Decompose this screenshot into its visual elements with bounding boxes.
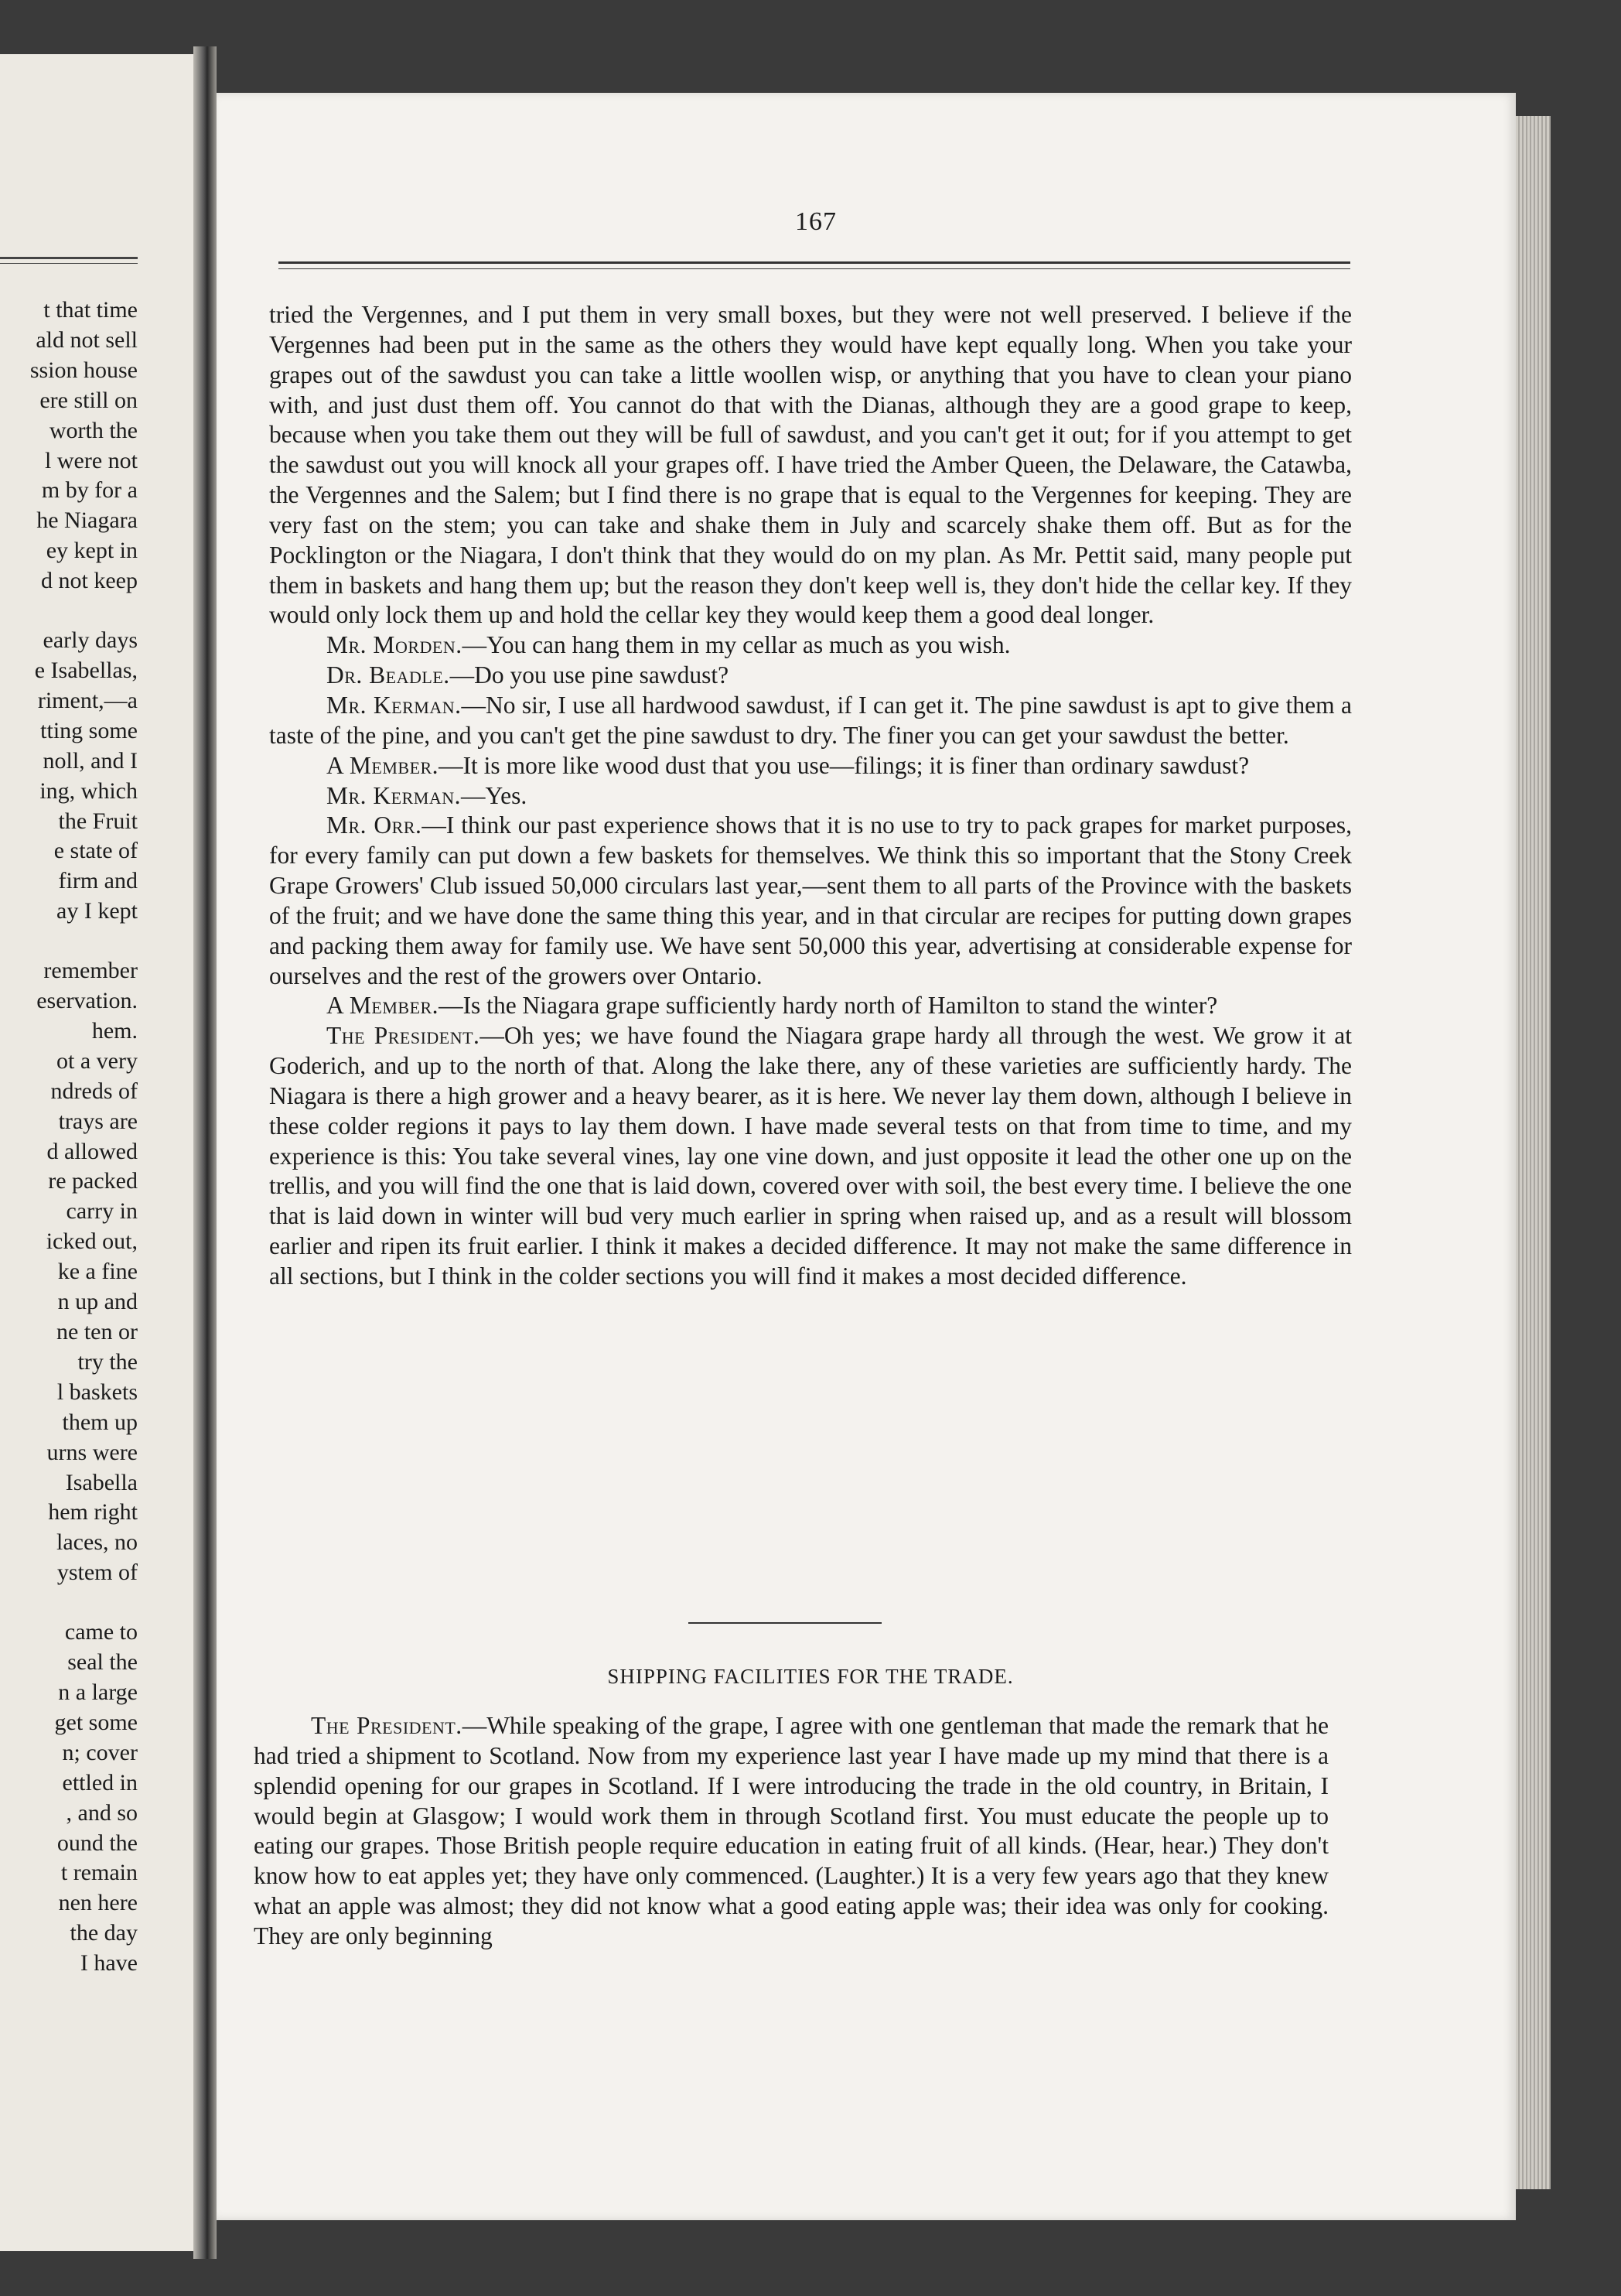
left-page-line: early days xyxy=(43,627,138,654)
left-page-line: ystem of xyxy=(56,1560,138,1586)
paragraph-text: —It is more like wood dust that you use—filings; it is finer than ordinary sawdust? xyxy=(439,751,1250,779)
left-page-line: try the xyxy=(77,1348,138,1375)
speaker-name: Dr. Beadle. xyxy=(326,661,450,689)
speaker-name: A Member. xyxy=(326,751,439,779)
left-page-text-column xyxy=(0,296,138,1979)
left-page-line: ndreds of xyxy=(50,1078,138,1104)
paragraph-text: —Is the Niagara grape sufficiently hardy north of Hamilton to stand the winter? xyxy=(439,992,1218,1020)
paragraph-text: —I think our past experience shows that it is no use to try to pack grapes for market purposes, for every family can put down a few baskets for themselves. We think this so important that the Stony Creek Grape Growers' Club issued 50,000 circulars last year,—sent them to all parts of the Province with the baskets of the fruit; and we have done the same thing this year, and in that circular are recipes for putting down grapes and packing them away for family use. We have sent 50,000 this year, advertising at considerable expense for ourselves and the rest of the growers over Ontario. xyxy=(269,811,1353,989)
left-page-line: seal the xyxy=(67,1649,138,1676)
paragraph-text: —Do you use pine sawdust? xyxy=(449,661,729,689)
left-page-line: ald not sell xyxy=(36,326,138,353)
paragraph xyxy=(269,691,1352,751)
paragraph xyxy=(269,991,1352,1021)
left-page-line: re packed xyxy=(48,1168,138,1194)
left-page-line: trays are xyxy=(58,1108,138,1134)
left-page-line: he Niagara xyxy=(36,507,138,534)
paragraph-text: —While speaking of the grape, I agree with one gentleman that made the remark that he had tried a shipment to Scotland. Now from my experience last year I have made up my mind that there is a splendid opening for our grapes in Scotland. If I were introducing the trade in the old country, in Britain, I would begin at Glasgow; I would work them in through Scotland first. You must educate the people up to eating our grapes. Those British people require education in eating fruit of all kinds. (Hear, hear.) They don't know how to eat apples yet; they have only commenced. (Laughter.) It is a very few years ago that they knew what an apple was almost; they did not know what a good eating apple was; their idea was only for cooking. They are only beginning xyxy=(254,1712,1329,1949)
left-page-line: Isabella xyxy=(65,1469,138,1495)
speaker-name: Mr. Morden. xyxy=(326,631,462,659)
body-text xyxy=(269,300,1352,1292)
left-page-line: e Isabellas, xyxy=(34,657,138,683)
paragraph xyxy=(269,781,1352,811)
left-page-line: them up xyxy=(62,1409,138,1435)
page-number: 167 xyxy=(795,207,837,236)
section-divider xyxy=(688,1622,882,1624)
speaker-name: The President. xyxy=(311,1712,462,1739)
left-page-line: get some xyxy=(54,1709,138,1735)
left-page-line: eservation. xyxy=(36,988,138,1014)
paragraph-text: —You can hang them in my cellar as much as you wish. xyxy=(462,631,1011,659)
page-edge xyxy=(1516,116,1551,2189)
left-page-line: ke a fine xyxy=(57,1259,138,1285)
left-page-line: hem. xyxy=(91,1017,138,1044)
left-page-line: carry in xyxy=(66,1198,138,1225)
left-page-line: d not keep xyxy=(41,568,138,594)
paragraph xyxy=(269,661,1352,691)
left-page-header-rule xyxy=(0,257,138,264)
left-page-line: the Fruit xyxy=(58,808,138,834)
speaker-name: Mr. Kerman. xyxy=(326,691,462,719)
left-page-line: nen here xyxy=(58,1890,138,1916)
left-page-line: ere still on xyxy=(39,387,138,413)
left-page-line: laces, no xyxy=(56,1529,138,1556)
left-page-line: the day xyxy=(70,1920,138,1946)
left-page-line: came to xyxy=(64,1619,138,1645)
left-page-line: e state of xyxy=(53,838,138,864)
paragraph-text: tried the Vergennes, and I put them in very small boxes, but they were not well preserved. I believe if the Vergennes had been put in the same as the others they would have kept equally long. When you take your grapes out of the sawdust you can take a little woollen wisp, or anything that you have to clean your piano with, and just dust them off. You cannot do that with the Dianas, although they are a good grape to keep, because when you take them out they will be full of sawdust, and you can't get it out; for if you attempt to get the sawdust out you will knock all your grapes off. I have tried the Amber Queen, the Delaware, the Catawba, the Vergennes and the Salem; but I find there is no grape that is equal to the Vergennes for keeping. They are very fast on the stem; you can take and shake them in July and scarcely shake them off. But as for the Pocklington or the Niagara, I don't think that they would do on my plan. As Mr. Pettit said, many people put them in baskets and hang them up; but the reason they don't keep well is, they don't hide the cellar key. If they would only lock them up and hold the cellar key they would keep them a good deal longer. xyxy=(269,301,1352,629)
left-page-line: t that time xyxy=(43,297,138,323)
left-page-line: riment,—a xyxy=(37,687,138,713)
section-title: SHIPPING FACILITIES FOR THE TRADE. xyxy=(607,1665,1014,1688)
header-rule xyxy=(278,261,1350,269)
left-page-line: noll, and I xyxy=(43,747,138,774)
speaker-name: A Member. xyxy=(326,992,439,1020)
paragraph xyxy=(269,751,1352,781)
left-page-line: remember xyxy=(43,958,138,984)
paragraph xyxy=(269,811,1352,991)
left-page-line: , and so xyxy=(66,1799,138,1826)
left-page-line: n a large xyxy=(58,1679,138,1705)
left-page-line: ne ten or xyxy=(56,1319,138,1344)
left-page-line: ettled in xyxy=(62,1769,138,1795)
paragraph xyxy=(269,630,1352,661)
left-page-line xyxy=(0,1588,138,1618)
left-page-line: d allowed xyxy=(46,1138,138,1164)
paragraph xyxy=(269,300,1352,630)
left-page-line: I have xyxy=(80,1950,138,1977)
left-page-line: icked out, xyxy=(46,1228,138,1255)
section-body xyxy=(254,1711,1329,1952)
left-page-line: n; cover xyxy=(62,1739,138,1765)
left-page-line: ot a very xyxy=(56,1047,138,1074)
speaker-name: The President. xyxy=(326,1022,480,1050)
left-page-line: l were not xyxy=(45,447,138,473)
left-page-line: l baskets xyxy=(56,1379,138,1405)
left-page-line xyxy=(0,596,138,626)
left-page-line: hem right xyxy=(48,1499,138,1526)
speaker-name: Mr. Kerman. xyxy=(326,781,462,809)
left-page-line: ssion house xyxy=(29,357,138,383)
left-page-line: ound the xyxy=(56,1830,138,1856)
left-page-fragment xyxy=(0,54,193,2251)
paragraph xyxy=(269,1021,1352,1292)
left-page-line: ing, which xyxy=(39,777,138,804)
left-page-line: ay I kept xyxy=(56,898,138,924)
left-page-line: firm and xyxy=(58,868,138,894)
left-page-line xyxy=(0,927,138,956)
left-page-line: t remain xyxy=(60,1860,138,1886)
left-page-line: tting some xyxy=(40,717,138,743)
paragraph-text: —Oh yes; we have found the Niagara grape hardy all through the west. We grow it at Goderich, and up to the north of that. Along the lake there, any of these varieties are sufficiently hardy. The Niagara is there a high grower and a heavy bearer, as it is here. We never lay them down, although I believe in these colder regions it pays to lay them down. I have made several tests on that from time to time, and my experience is this: You take several vines, lay one vine down, and just opposite it lead the other one up on the trellis, and you will find the one that is laid down, covered over with soil, the best every time. I believe the one that is laid down in winter will bud very much earlier in spring when raised up, and as a result will blossom earlier and ripen its fruit earlier. I think it makes a decided difference. It may not make the same difference in all sections, but I think in the colder sections you will find it makes a most decided difference. xyxy=(269,1022,1352,1290)
left-page-line: worth the xyxy=(49,417,138,443)
speaker-name: Mr. Orr. xyxy=(326,811,422,839)
paragraph-text: —No sir, I use all hardwood sawdust, if I can get it. The pine sawdust is apt to give them a taste of the pine, and you can't get the pine sawdust to dry. The finer you can get your sawdust the better. xyxy=(269,691,1352,749)
paragraph-text: —Yes. xyxy=(461,781,527,809)
paragraph xyxy=(254,1711,1329,1952)
book-gutter xyxy=(193,46,217,2259)
left-page-line: n up and xyxy=(57,1289,138,1315)
left-page-line: m by for a xyxy=(41,477,138,504)
left-page-line: urns were xyxy=(46,1439,138,1465)
left-page-line: ey kept in xyxy=(46,538,138,564)
